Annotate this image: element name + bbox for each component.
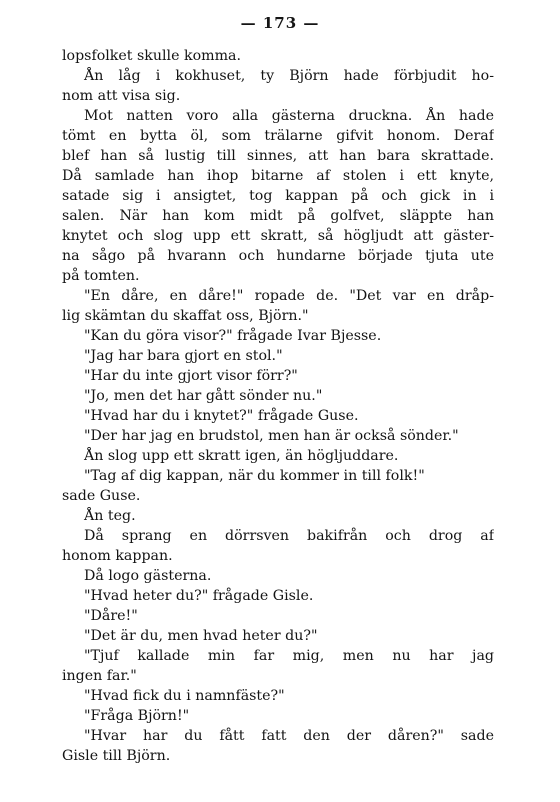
text-line: "Har du inte gjort visor förr?" (84, 368, 298, 384)
page-number: — 173 — (240, 14, 320, 32)
text-line: sade Guse. (62, 488, 141, 504)
text-line: satade sig i ansigtet, tog kappan på och gick in i (62, 188, 494, 204)
text-line: lopsfolket skulle komma. (62, 48, 241, 64)
text-line: "Hvar har du fått fatt den der dåren?" sade (84, 728, 494, 744)
text-line: na sågo på hvarann och hundarne började tjuta ute (62, 248, 494, 264)
text-line: "Jo, men det har gått sönder nu." (84, 388, 323, 404)
text-line: ingen far." (62, 668, 137, 684)
body-text (62, 46, 494, 766)
text-line: salen. När han kom midt på golfvet, släppte han (62, 208, 494, 224)
text-line: Gisle till Björn. (62, 748, 171, 764)
text-line: knytet och slog upp ett skratt, så högljudt att gäster- (62, 228, 494, 244)
text-line: på tomten. (62, 268, 140, 284)
text-line: lig skämtan du skaffat oss, Björn." (62, 308, 309, 324)
text-line: "Hvad heter du?" frågade Gisle. (84, 588, 314, 604)
text-line: honom kappan. (62, 548, 173, 564)
text-line: "Kan du göra visor?" frågade Ivar Bjesse. (84, 328, 382, 344)
text-line: blef han så lustig till sinnes, att han bara skrattade. (62, 148, 494, 164)
text-line: "Tag af dig kappan, när du kommer in till folk!" (84, 468, 425, 484)
text-line: Ån teg. (84, 508, 136, 524)
text-line: "Fråga Björn!" (84, 708, 190, 724)
text-line: "Der har jag en brudstol, men han är också sönder." (84, 428, 459, 444)
text-line: Då sprang en dörrsven bakifrån och drog af (84, 528, 494, 544)
text-line: "Jag har bara gjort en stol." (84, 348, 283, 364)
text-line: Då logo gästerna. (84, 568, 212, 584)
text-line: "Det är du, men hvad heter du?" (84, 628, 318, 644)
text-line: "Dåre!" (84, 608, 138, 624)
text-line: Ån låg i kokhuset, ty Björn hade förbjudit ho- (84, 68, 494, 84)
text-line: tömt en bytta öl, som trälarne gifvit honom. Deraf (62, 128, 494, 144)
text-line: nom att visa sig. (62, 88, 181, 104)
text-line: "Tjuf kallade min far mig, men nu har jag (84, 648, 494, 664)
text-line: "En dåre, en dåre!" ropade de. "Det var en dråp- (84, 288, 494, 304)
text-line: Då samlade han ihop bitarne af stolen i ett knyte, (62, 168, 494, 184)
text-line: Mot natten voro alla gästerna druckna. Ån hade (84, 108, 494, 124)
text-line: "Hvad har du i knytet?" frågade Guse. (84, 408, 359, 424)
text-line: "Hvad fick du i namnfäste?" (84, 688, 285, 704)
text-line: Ån slog upp ett skratt igen, än högljuddare. (84, 448, 399, 464)
